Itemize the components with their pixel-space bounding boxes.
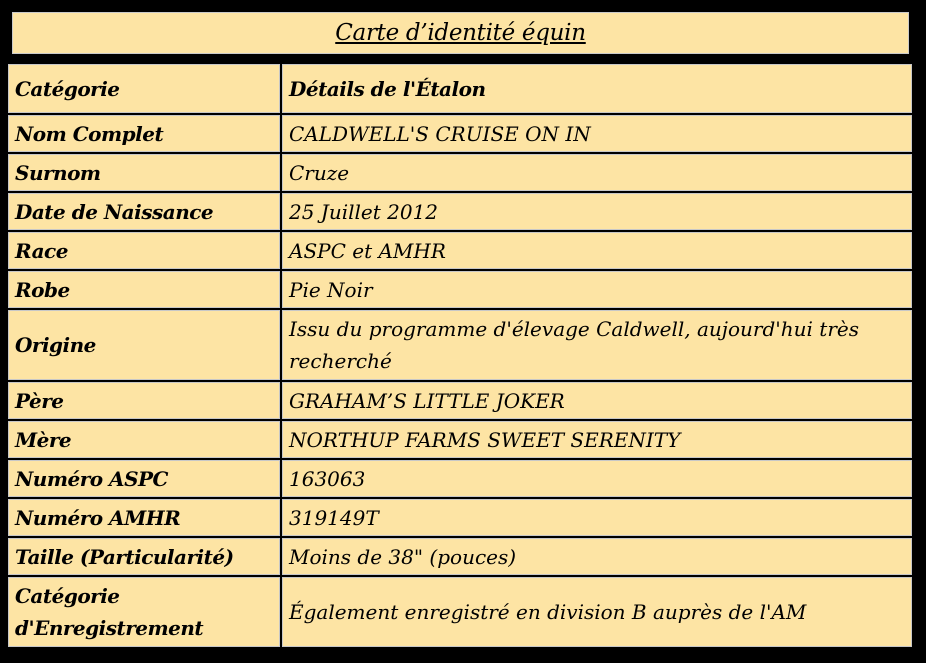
row-label: Robe: [8, 271, 280, 308]
table-row: [8, 232, 912, 269]
row-value: 25 Juillet 2012: [282, 193, 912, 230]
table-header-row: [8, 64, 912, 113]
row-value: ASPC et AMHR: [282, 232, 912, 269]
table-row: [8, 382, 912, 419]
row-label: Surnom: [8, 154, 280, 191]
table-row: [8, 499, 912, 536]
row-value: 319149T: [282, 499, 912, 536]
table-row: [8, 538, 912, 575]
row-label: Origine: [8, 310, 280, 380]
row-label: Numéro ASPC: [8, 460, 280, 497]
table-row: [8, 421, 912, 458]
row-value: 163063: [282, 460, 912, 497]
row-value: Pie Noir: [282, 271, 912, 308]
card-title: Carte d’identité équin: [335, 20, 586, 46]
row-label: Catégorie d'Enregistrement: [8, 577, 280, 647]
table-row: [8, 310, 912, 380]
row-value: Cruze: [282, 154, 912, 191]
row-label: Nom Complet: [8, 115, 280, 152]
row-label: Taille (Particularité): [8, 538, 280, 575]
table-row: [8, 154, 912, 191]
row-label: Mère: [8, 421, 280, 458]
row-value: Issu du programme d'élevage Caldwell, aujourd'hui très recherché: [282, 310, 912, 380]
row-value: GRAHAM’S LITTLE JOKER: [282, 382, 912, 419]
row-label: Père: [8, 382, 280, 419]
row-value: CALDWELL'S CRUISE ON IN: [282, 115, 912, 152]
row-label: Date de Naissance: [8, 193, 280, 230]
row-label: Race: [8, 232, 280, 269]
row-value: NORTHUP FARMS SWEET SERENITY: [282, 421, 912, 458]
identity-table: [6, 62, 914, 649]
row-value: Moins de 38" (pouces): [282, 538, 912, 575]
title-box: [12, 12, 909, 54]
table-row: [8, 115, 912, 152]
header-details: Détails de l'Étalon: [282, 64, 912, 113]
table-row: [8, 271, 912, 308]
header-category: Catégorie: [8, 64, 280, 113]
row-value: Également enregistré en division B auprès de l'AM: [282, 577, 912, 647]
table-row: [8, 577, 912, 647]
table-row: [8, 460, 912, 497]
row-label: Numéro AMHR: [8, 499, 280, 536]
table-row: [8, 193, 912, 230]
